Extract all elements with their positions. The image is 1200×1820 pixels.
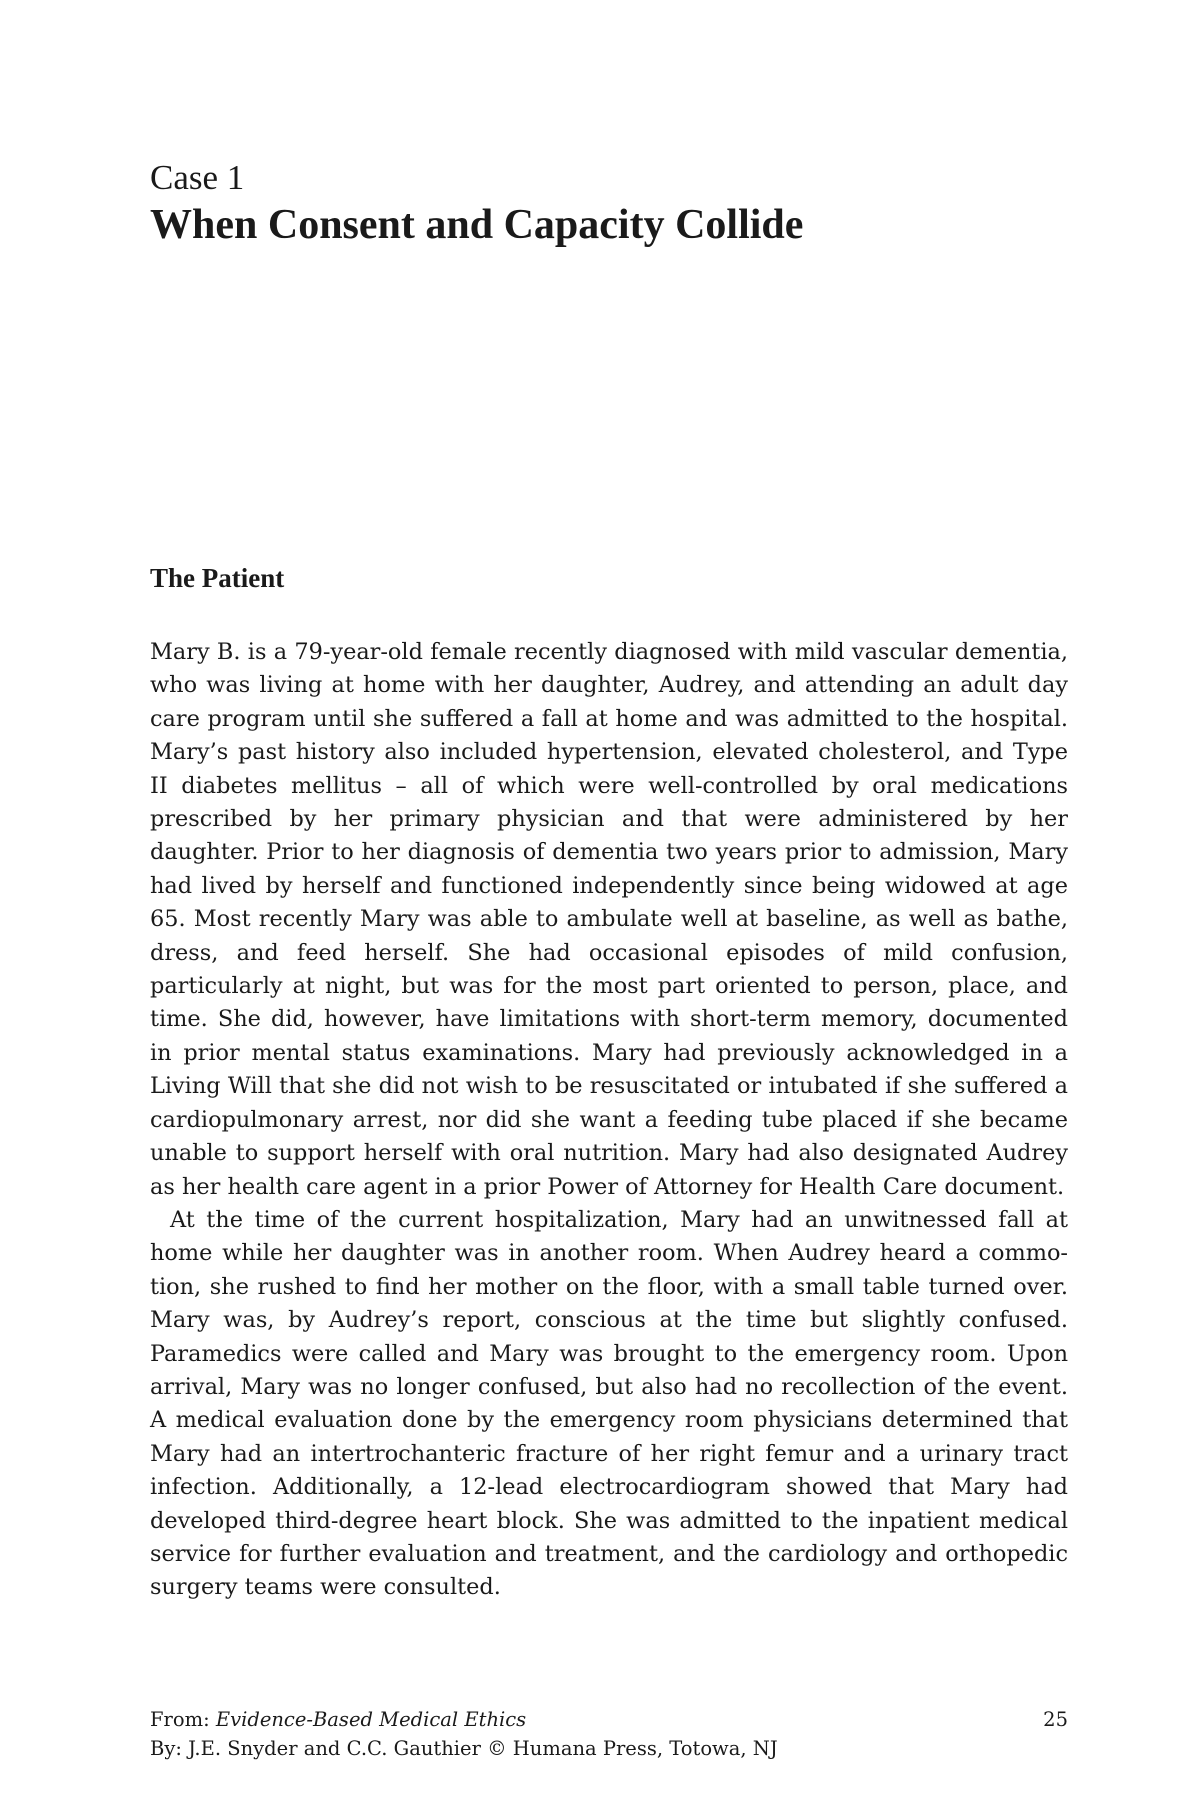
case-label: Case 1: [150, 158, 245, 197]
section-heading: The Patient: [150, 563, 285, 593]
body-text: [150, 636, 1068, 1605]
footer-source-row: [150, 1705, 1068, 1734]
footer-byline: By: J.E. Snyder and C.C. Gauthier © Humana Press, Totowa, NJ: [150, 1737, 778, 1760]
footer-book-title: Evidence-Based Medical Ethics: [215, 1708, 527, 1731]
paragraph: At the time of the current hospitalization, Mary had an unwitnessed fall at home while her daughter was in another room. When Audrey heard a commotion, she rushed to find her mother on the floor, with a small table turned over. Mary was, by Audrey’s report, conscious at the time but slightly confused. Paramedics were called and Mary was brought to the emergency room. Upon arrival, Mary was no longer confused, but also had no recollection of the event. A medical evaluation done by the emergency room physicians determined that Mary had an intertrochanteric fracture of her right femur and a urinary tract infection. Additionally, a 12-lead electrocardiogram showed that Mary had developed third-degree heart block. She was admitted to the inpatient medical service for further evaluation and treatment, and the cardiology and orthopedic surgery teams were consulted.: [150, 1206, 1068, 1601]
page-number: 25: [1043, 1708, 1068, 1731]
case-title: When Consent and Capacity Collide: [150, 202, 804, 248]
page-footer: [150, 1705, 1068, 1763]
footer-from-label: From:: [150, 1708, 210, 1731]
footer-source: [150, 1705, 526, 1734]
paragraph: Mary B. is a 79-year-old female recently diagnosed with mild vascular dementia, who was living at home with her daughter, Audrey, and attending an adult day care program until she suffered a fall at home and was admitted to the hospital. Mary’s past history also included hypertension, elevated cholesterol, and Type II diabetes mellitus – all of which were well-controlled by oral medications prescribed by her primary physician and that were administered by her daughter. Prior to her diagnosis of dementia two years prior to admission, Mary had lived by herself and functioned independently since being widowed at age 65. Most recently Mary was able to ambulate well at baseline, as well as bathe, dress, and feed herself. She had occasional episodes of mild confusion, particularly at night, but was for the most part oriented to person, place, and time. She did, however, have limitations with short-term memory, documented in prior mental status examinations. Mary had previously acknowledged in a Living Will that she did not wish to be resuscitated or intubated if she suffered a cardiopulmonary arrest, nor did she want a feeding tube placed if she became unable to support herself with oral nutrition. Mary had also designated Audrey as her health care agent in a prior Power of Attorney for Health Care document.: [150, 639, 1068, 1200]
